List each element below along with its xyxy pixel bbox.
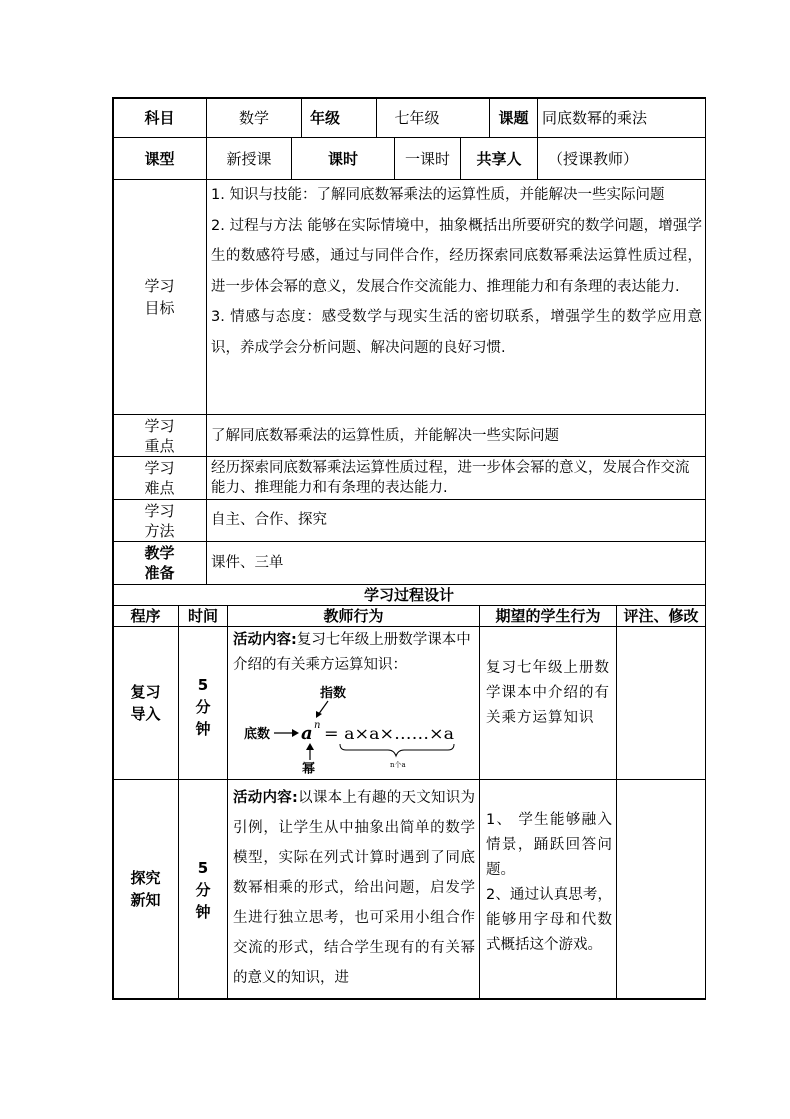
row2-time-2: 分 (195, 881, 211, 899)
row2-teacher (233, 783, 475, 996)
base-label: 底数 (244, 727, 271, 742)
methods-label-2: 方法 (144, 521, 175, 540)
row1-teacher (233, 628, 475, 684)
col-line (479, 605, 480, 999)
row2-time-1: 5 (197, 859, 209, 877)
topic-value: 同底数幂的乘法 (542, 109, 648, 127)
preparation-label-1: 教学 (144, 544, 175, 562)
objectives-label-2: 目标 (144, 299, 175, 317)
col-line (616, 605, 617, 999)
row2-stage (113, 780, 178, 998)
methods-label (113, 500, 206, 541)
row1-time-1: 5 (197, 676, 209, 694)
grade-value: 七年级 (394, 108, 440, 127)
col-header-stage: 程序 (130, 607, 161, 625)
row2-student-1: 1、 学生能够融入情景，踊跃回答问题。 (486, 812, 612, 878)
row1-time-2: 分 (195, 698, 211, 716)
power-label: 幂 (302, 762, 316, 774)
table-border-right (705, 97, 707, 1000)
row1-teacher-text: 复习七年级上册数学课本中介绍的有关乘方运算知识： (233, 632, 471, 673)
row2-student (486, 808, 612, 978)
key-points-text: 了解同底数幂乘法的运算性质，并能解决一些实际问题 (211, 428, 559, 444)
row1-time (179, 674, 227, 744)
process-title: 学习过程设计 (363, 586, 454, 604)
row2-time (179, 857, 227, 927)
grade-label: 年级 (309, 108, 340, 127)
preparation-label-2: 准备 (144, 564, 175, 582)
subject-label: 科目 (144, 108, 175, 127)
methods-label-1: 学习 (144, 501, 175, 520)
base-arrowhead (292, 729, 299, 737)
type-label: 课型 (144, 149, 175, 168)
row1-stage-2: 导入 (130, 705, 161, 723)
objective-3: 3. 情感与态度：感受数学与现实生活的密切联系，增强学生的数学应用意识，养成学会分析问题、解决问题的良好习惯. (211, 309, 702, 356)
base-symbol: a (301, 723, 313, 744)
key-points-label (113, 415, 206, 456)
exponent-symbol: n (314, 720, 321, 731)
row2-time-3: 钟 (195, 903, 211, 921)
col-line (537, 97, 538, 138)
difficulties-text: 经历探索同底数幂乘法运算性质过程，进一步体会幂的意义，发展合作交流能力、推理能力和有条理的表达能力. (211, 460, 690, 496)
row1-teacher-prefix: 活动内容: (233, 632, 297, 648)
exponent-label: 指数 (320, 686, 347, 701)
power-diagram-svg (236, 682, 472, 774)
power-arrowhead (306, 743, 314, 750)
expansion-text: = a×a×……×a (324, 724, 455, 743)
row2-student-2: 2、通过认真思考，能够用字母和代数式概括这个游戏。 (486, 887, 612, 953)
col-line (227, 605, 228, 999)
objectives-label-1: 学习 (144, 277, 175, 295)
objectives-label (113, 180, 206, 414)
row2-teacher-text: 以课本上有趣的天文知识为引例，让学生从中抽象出简单的数学模型，实际在列式计算时遇到了同底数幂相乘的形式，给出问题，启发学生进行独立思考，也可采用小组合作交流的形式，结合学生现有的有关幂的意义的知识，进 (233, 790, 475, 986)
subject-value: 数学 (238, 108, 269, 127)
methods-text: 自主、合作、探究 (211, 512, 327, 528)
col-header-student: 期望的学生行为 (495, 607, 601, 625)
key-points-label-1: 学习 (144, 416, 175, 435)
difficulties-label-1: 学习 (144, 459, 175, 477)
row1-stage (113, 627, 178, 779)
key-points-label-2: 重点 (144, 436, 175, 455)
type-value: 新授课 (226, 149, 272, 168)
row1-student: 复习七年级上册数学课本中介绍的有关乘方运算知识 (486, 660, 610, 726)
objectives-content (211, 180, 702, 414)
power-diagram (236, 682, 472, 774)
row1-stage-1: 复习 (130, 683, 161, 701)
hours-value: 一课时 (404, 149, 450, 168)
exponent-arrowhead (316, 711, 322, 718)
difficulties-label-2: 难点 (144, 479, 175, 497)
brace (340, 744, 454, 756)
col-line (206, 179, 207, 585)
difficulties-label (113, 457, 206, 499)
row1-time-3: 钟 (195, 720, 211, 738)
count-label: n个a (390, 761, 406, 769)
col-line (178, 605, 179, 999)
row2-stage-2: 新知 (130, 891, 161, 909)
sharer-value: （授课教师） (547, 149, 638, 168)
col-header-comment: 评注、修改 (623, 607, 699, 625)
row2-teacher-prefix: 活动内容: (233, 790, 298, 806)
sharer-label: 共享人 (476, 149, 522, 168)
topic-label: 课题 (498, 108, 529, 127)
col-header-time: 时间 (187, 607, 218, 625)
preparation-text: 课件、三单 (211, 555, 284, 571)
preparation-label (113, 542, 206, 584)
objective-1: 1. 知识与技能：了解同底数幂乘法的运算性质，并能解决一些实际问题 (211, 187, 665, 203)
hours-label: 课时 (327, 149, 358, 168)
row2-stage-1: 探究 (130, 869, 161, 887)
objective-2: 2. 过程与方法 能够在实际情境中，抽象概括出所要研究的数学问题，增强学生的数感符号感，通过与同伴合作，经历探索同底数幂乘法运算性质过程，进一步体会幂的意义，发展合作交流能力、推理能力和有条理的表达能力. (211, 217, 702, 295)
col-header-teacher: 教师行为 (323, 607, 384, 625)
